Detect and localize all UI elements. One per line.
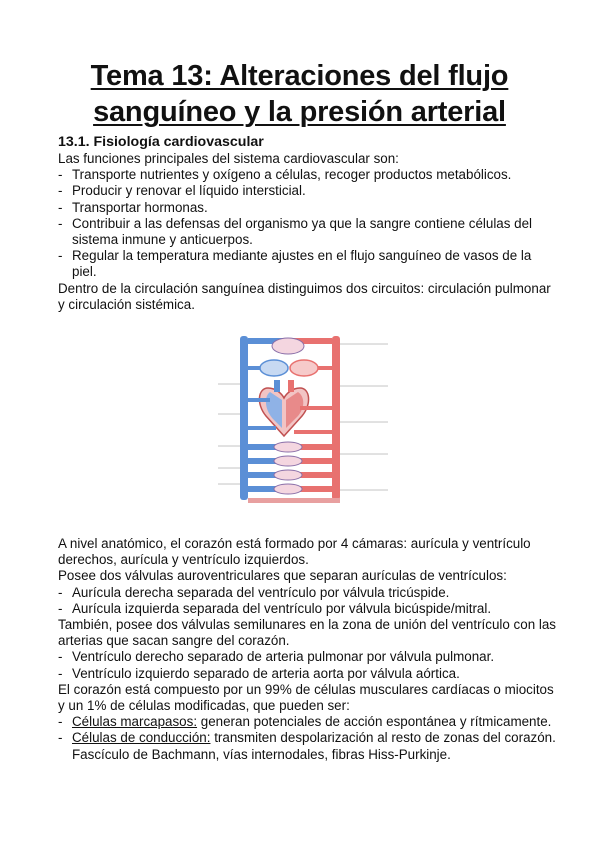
chambers-paragraph: A nivel anatómico, el corazón está formado por 4 cámaras: aurícula y ventrículo derechos, aurícula y ventrículo izquierdos. bbox=[58, 536, 531, 568]
av-valves-intro: Posee dos válvulas auroventriculares que separan aurículas de ventrículos: bbox=[58, 568, 507, 584]
page-title: Tema 13: Alteraciones del flujo sanguíneo y la presión arterial bbox=[90, 60, 509, 128]
circulation-diagram-svg bbox=[218, 326, 388, 508]
term: Células marcapasos: bbox=[72, 714, 198, 730]
circuits-paragraph: Dentro de la circulación sanguínea distinguimos dos circuitos: circulación pulmonar y circulación sistémica. bbox=[58, 280, 551, 312]
definition: transmiten despolarización al resto de zonas del corazón. Fascículo de Bachmann, vías internodales, fibras Hiss-Purkinje. bbox=[72, 730, 556, 762]
list-item: - Aurícula derecha separada del ventrículo por válvula tricúspide. bbox=[58, 585, 558, 601]
functions-list bbox=[58, 167, 558, 280]
av-valves-list bbox=[58, 585, 558, 617]
venous-trunk bbox=[240, 336, 248, 500]
section-anatomia bbox=[58, 536, 558, 763]
list-item bbox=[58, 714, 558, 730]
arterial-trunk bbox=[332, 336, 340, 500]
list-item: - Regular la temperatura mediante ajustes en el flujo sanguíneo de vasos de la piel. bbox=[58, 248, 558, 280]
circulation-diagram bbox=[218, 326, 388, 508]
semilunar-intro: También, posee dos válvulas semilunares en la zona de unión del ventrículo con las arterias que sacan sangre del corazón. bbox=[58, 617, 556, 649]
list-item: - Producir y renovar el líquido intersticial. bbox=[58, 183, 558, 199]
list-item: - Aurícula izquierda separada del ventrículo por válvula bicúspide/mitral. bbox=[58, 601, 558, 617]
heart bbox=[248, 380, 332, 436]
functions-intro: Las funciones principales del sistema cardiovascular son: bbox=[58, 151, 399, 166]
list-item: - Ventrículo derecho separado de arteria pulmonar por válvula pulmonar. bbox=[58, 649, 558, 665]
section-heading: 13.1. Fisiología cardiovascular bbox=[58, 134, 264, 150]
lungs bbox=[248, 360, 332, 376]
section-fisiologia bbox=[58, 134, 558, 313]
cell-types-list bbox=[58, 714, 558, 763]
semilunar-valves-list bbox=[58, 649, 558, 681]
list-item: - Transporte nutrientes y oxígeno a células, recoger productos metabólicos. bbox=[58, 167, 558, 183]
list-item: - Contribuir a las defensas del organismo ya que la sangre contiene células del sistema inmune y anticuerpos. bbox=[58, 216, 558, 248]
definition: generan potenciales de acción espontánea y rítmicamente. bbox=[197, 714, 552, 730]
list-item: - Transportar hormonas. bbox=[58, 200, 558, 216]
list-item bbox=[58, 730, 558, 762]
cells-intro: El corazón está compuesto por un 99% de células musculares cardíacas o miocitos y un 1% de células modificadas, que pueden ser: bbox=[58, 681, 554, 714]
list-item: - Ventrículo izquierdo separado de arteria aorta por válvula aórtica. bbox=[58, 666, 558, 682]
term: Células de conducción: bbox=[72, 730, 211, 746]
